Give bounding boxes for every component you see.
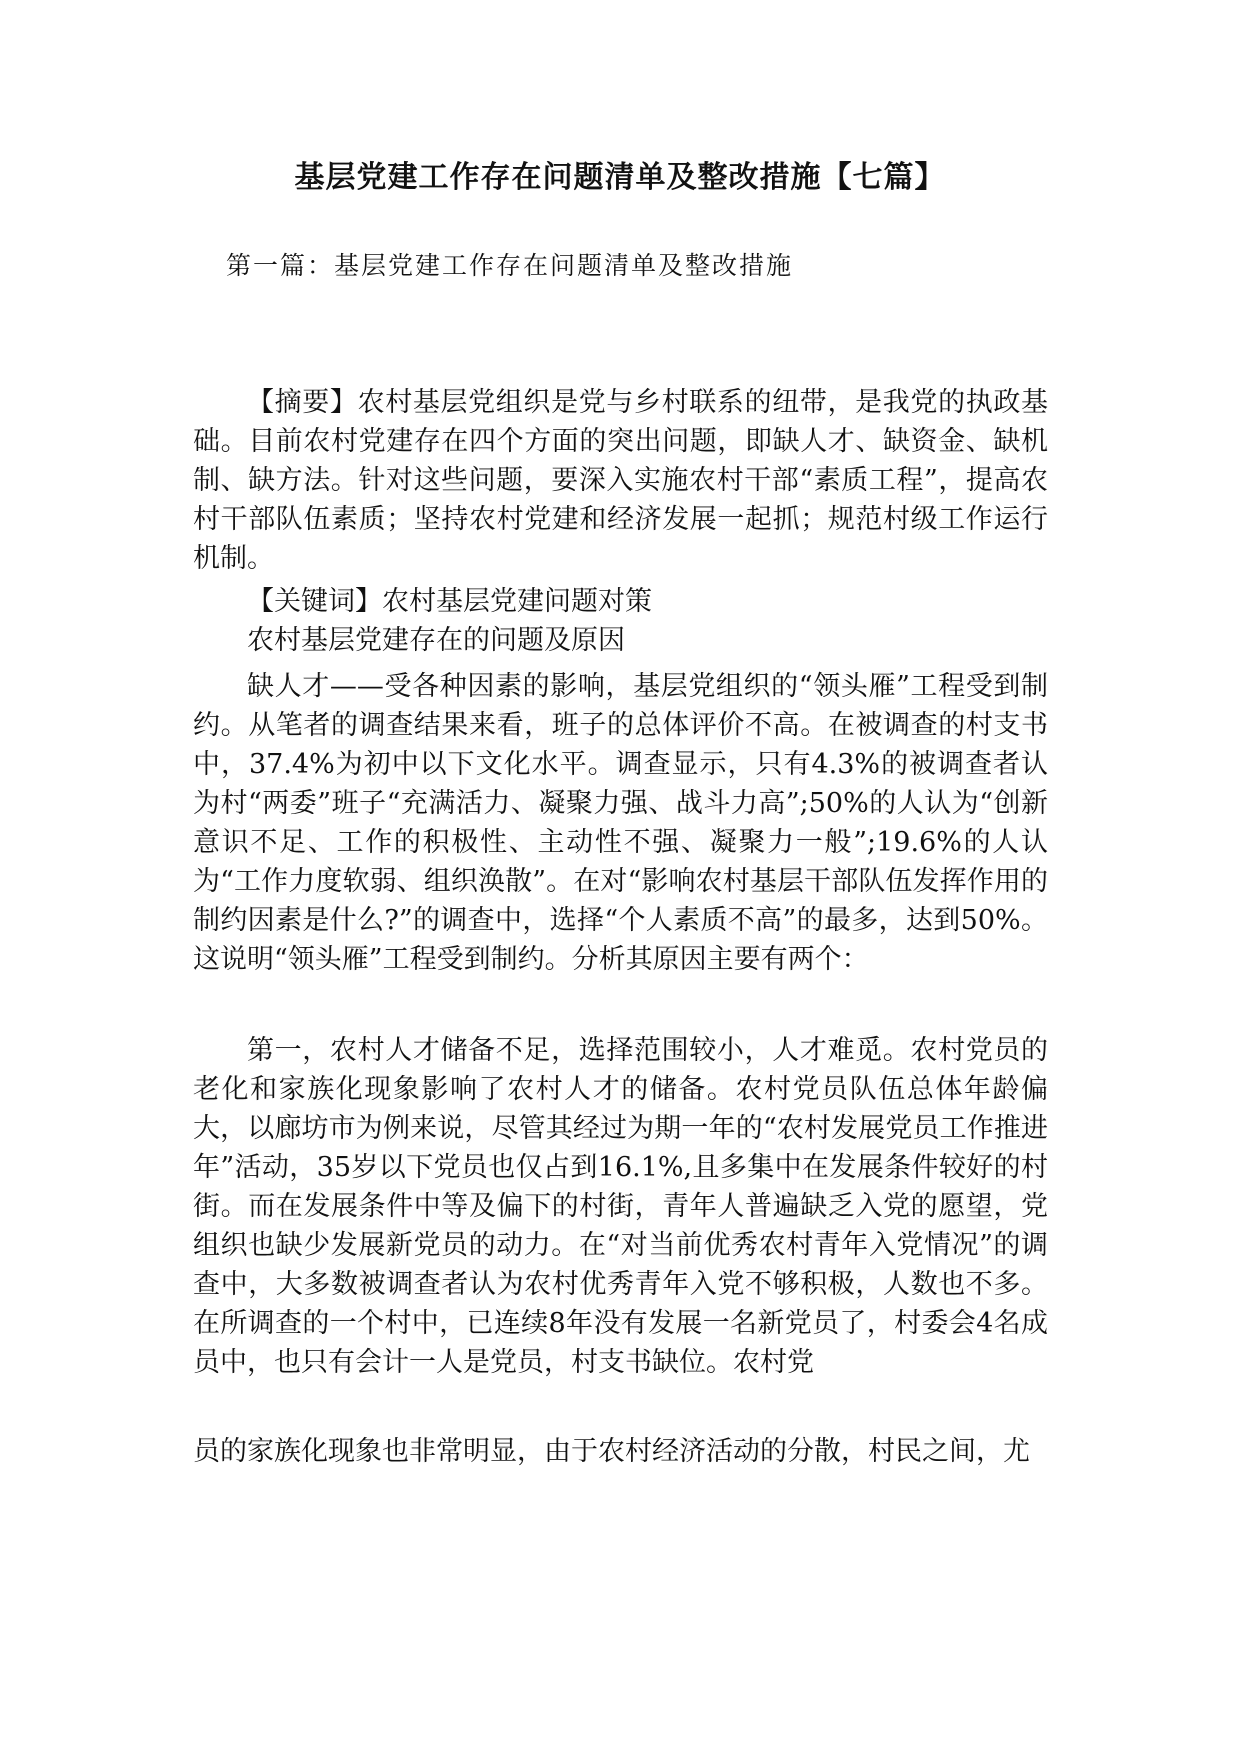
- page-title: 基层党建工作存在问题清单及整改措施【七篇】: [294, 160, 946, 195]
- keywords-line: 【关键词】农村基层党建问题对策: [247, 586, 652, 617]
- body-paragraph-1-block: [193, 667, 1048, 979]
- chapter-subtitle: 第一篇：基层党建工作存在问题清单及整改措施: [226, 251, 794, 280]
- body-paragraph-2-block: [193, 1031, 1048, 1382]
- body-paragraph: 缺人才——受各种因素的影响，基层党组织的“领头雁”工程受到制约。从笔者的调查结果来看，班子的总体评价不高。在被调查的村支书中，37.4%为初中以下文化水平。调查显示，只有4.3%的被调查者认为村“两委”班子“充满活力、凝聚力强、战斗力高”;50%的人认为“创新意识不足、工作的积极性、主动性不强、凝聚力一般”;19.6%的人认为“工作力度软弱、组织涣散”。在对“影响农村基层干部队伍发挥作用的制约因素是什么?”的调查中，选择“个人素质不高”的最多，达到50%。这说明“领头雁”工程受到制约。分析其原因主要有两个：: [193, 671, 1048, 975]
- body-paragraph: 第一，农村人才储备不足，选择范围较小，人才难觅。农村党员的老化和家族化现象影响了农村人才的储备。农村党员队伍总体年龄偏大，以廊坊市为例来说，尽管其经过为期一年的“农村发展党员工作推进年”活动，35岁以下党员也仅占到16.1%,且多集中在发展条件较好的村街。而在发展条件中等及偏下的村街，青年人普遍缺乏入党的愿望，党组织也缺少发展新党员的动力。在“对当前优秀农村青年入党情况”的调查中，大多数被调查者认为农村优秀青年入党不够积极，人数也不多。在所调查的一个村中，已连续8年没有发展一名新党员了，村委会4名成员中，也只有会计一人是党员，村支书缺位。农村党: [193, 1035, 1048, 1378]
- body-paragraph: 员的家族化现象也非常明显，由于农村经济活动的分散，村民之间，尤: [193, 1436, 1030, 1467]
- abstract-paragraph: 【摘要】农村基层党组织是党与乡村联系的纽带，是我党的执政基础。目前农村党建存在四个方面的突出问题，即缺人才、缺资金、缺机制、缺方法。针对这些问题，要深入实施农村干部“素质工程”，提高农村干部队伍素质；坚持农村党建和经济发展一起抓；规范村级工作运行机制。: [193, 387, 1048, 574]
- section-heading: 农村基层党建存在的问题及原因: [247, 625, 625, 656]
- body-paragraph-3-block: [193, 1432, 1048, 1471]
- keywords-block: [193, 582, 1048, 660]
- abstract-block: [193, 383, 1048, 578]
